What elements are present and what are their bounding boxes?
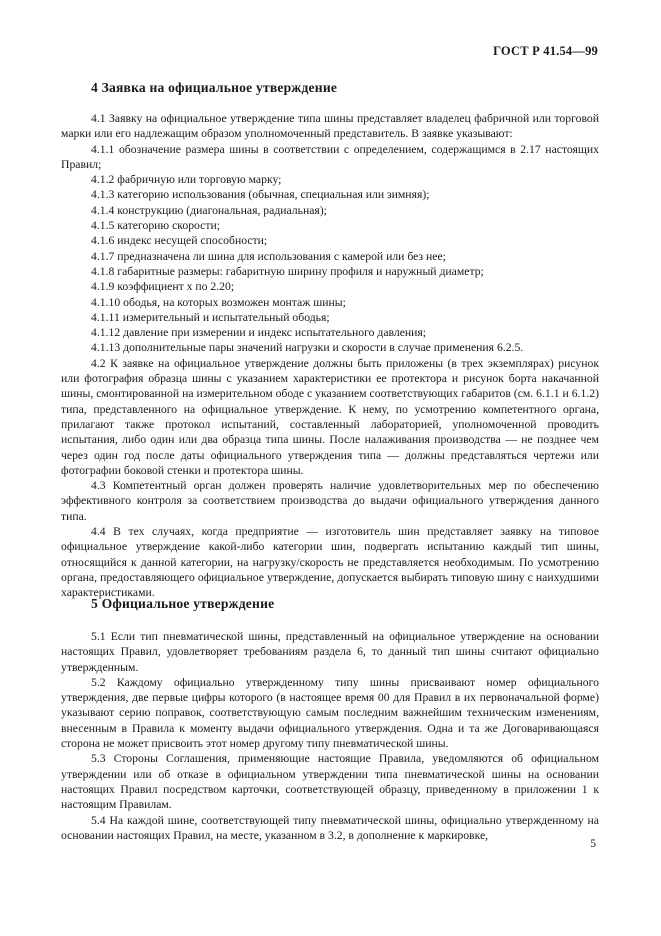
page-number: 5 xyxy=(590,838,596,850)
section-4-title: 4 Заявка на официальное утверждение xyxy=(91,80,338,95)
paragraph-4-2: 4.2 К заявке на официальное утверждение должны быть приложены (в трех экземплярах) рисунок или фотография образца шины с указанием характеристики ее протектора и рисунок борта накачанной шины, смонтированной на измерительном ободе с указанием соответствующих габаритов (см. 6.1.1 и 6.1.2) типа, представленного на официальное утверждение. К нему, по усмотрению компетентного органа, прилагают также протокол испытаний, составленный лабораторией, уполномоченной проводить испытания, либо один или два образца типа шины. После налаживания производства — не позднее чем через один год после даты официального утверждения типа — должны представляться чертежи или фотографии боковой стенки и протектора шины. xyxy=(61,356,599,477)
list-item-4-1-3: 4.1.3 категорию использования (обычная, специальная или зимняя); xyxy=(91,188,430,202)
section-5-title: 5 Официальное утверждение xyxy=(91,596,275,611)
list-item-4-1-10: 4.1.10 ободья, на которых возможен монтаж шины; xyxy=(91,295,346,309)
list-item-4-1-9: 4.1.9 коэффициент x по 2.20; xyxy=(91,280,235,294)
paragraph-5-1: 5.1 Если тип пневматической шины, представленный на официальное утверждение на основании настоящих Правил, удовлетворяет требованиям раздела 6, то данный тип шины считают официально утвержденным. xyxy=(61,630,599,674)
paragraph-5-3: 5.3 Стороны Соглашения, применяющие настоящие Правила, уведомляются об официальном утверждении или об отказе в официальном утверждении типа пневматической шины на основании настоящих Правил посредством карточки, соответствующей образцу, приведенному в приложении 1 к настоящим Правилам. xyxy=(61,752,599,812)
paragraph-4-3: 4.3 Компетентный орган должен проверять наличие удовлетворительных мер по обеспечению эффективного контроля за соответствием производства до выдачи официального утверждения данного типа. xyxy=(61,479,599,523)
list-item-4-1-5: 4.1.5 категорию скорости; xyxy=(91,219,220,233)
document-code-header: ГОСТ Р 41.54—99 xyxy=(493,44,598,58)
paragraph-4-1-1: 4.1.1 обозначение размера шины в соответствии с определением, содержащимся в 2.17 настоящих Правил; xyxy=(61,142,599,171)
paragraph-4-4: 4.4 В тех случаях, когда предприятие — изготовитель шин представляет заявку на типовое официальное утверждение какой-либо категории шин, подвергать испытанию каждый тип шины, относящийся к данной категории, на нагрузку/скорость не представляется необходимым. По усмотрению органа, предоставляющего официальное утверждение, допускается выбирать типовую шину с наихудшими характеристиками. xyxy=(61,525,599,600)
paragraph-5-4: 5.4 На каждой шине, соответствующей типу пневматической шины, официально утвержденному на основании настоящих Правил, на месте, указанном в 3.2, в дополнение к маркировке, xyxy=(61,813,599,842)
list-item-4-1-8: 4.1.8 габаритные размеры: габаритную ширину профиля и наружный диаметр; xyxy=(91,264,484,278)
list-item-4-1-4: 4.1.4 конструкцию (диагональная, радиальная); xyxy=(91,203,327,217)
section-4-body xyxy=(61,111,599,601)
list-item-4-1-6: 4.1.6 индекс несущей способности; xyxy=(91,234,268,248)
section-5-body xyxy=(61,629,599,843)
paragraph-4-1: 4.1 Заявку на официальное утверждение типа шины представляет владелец фабричной или торговой марки или его надлежащим образом уполномоченный представитель. В заявке указывают: xyxy=(61,112,599,141)
list-item-4-1-13: 4.1.13 дополнительные пары значений нагрузки и скорости в случае применения 6.2.5. xyxy=(91,341,524,355)
list-item-4-1-12: 4.1.12 давление при измерении и индекс испытательного давления; xyxy=(91,326,427,340)
list-item-4-1-11: 4.1.11 измерительный и испытательный ободья; xyxy=(91,310,330,324)
list-item-4-1-7: 4.1.7 предназначена ли шина для использования с камерой или без нее; xyxy=(91,249,446,263)
list-item-4-1-2: 4.1.2 фабричную или торговую марку; xyxy=(91,173,282,187)
paragraph-5-2: 5.2 Каждому официально утвержденному типу шины присваивают номер официального утверждения, две первые цифры которого (в настоящее время 00 для Правил в их первоначальной форме) указывают серию поправок, соответствующую самым последним важнейшим техническим изменениям, внесенным в Правила к моменту выдачи официального утверждения. Одна и та же Договаривающаяся сторона не может присвоить этот номер другому типу пневматической шины. xyxy=(61,675,599,751)
